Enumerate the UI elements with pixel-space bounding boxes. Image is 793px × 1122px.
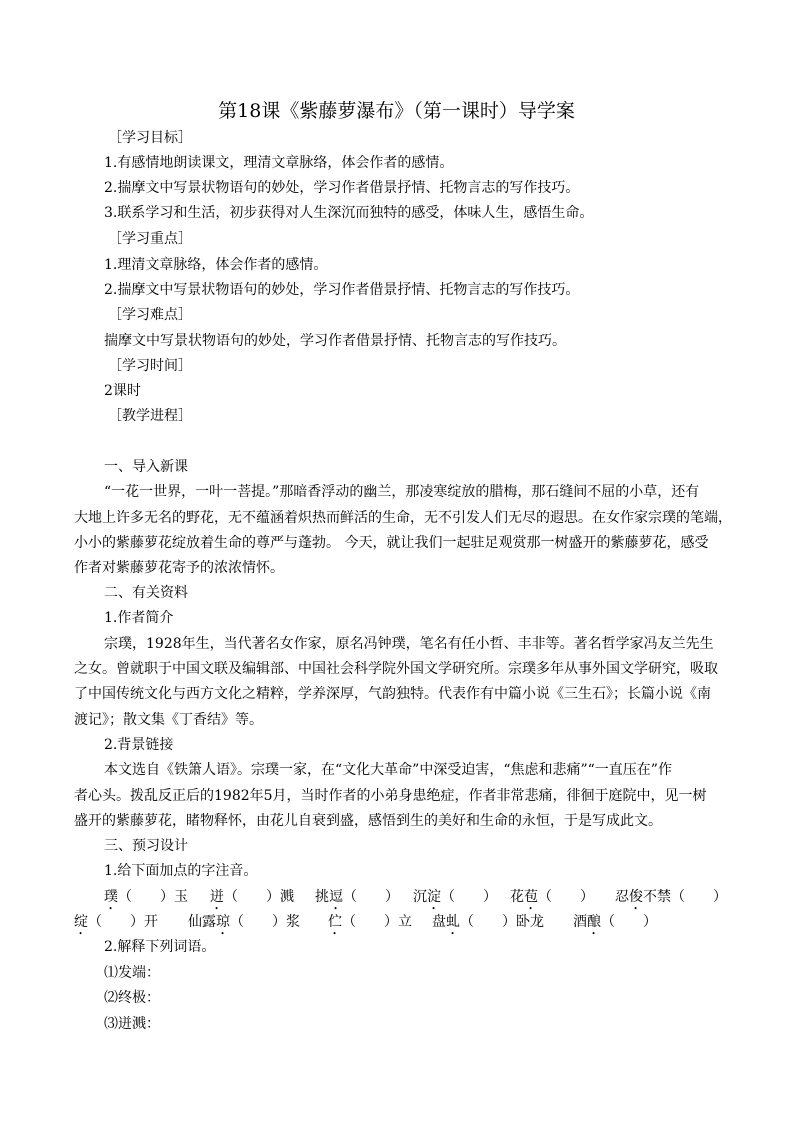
pinyin-item: 仙露琼（ ）浆 bbox=[188, 914, 300, 930]
keypoint-item: 2.揣摩文中写景状物语句的妙处，学习作者借景抒情、托物言志的写作技巧。 bbox=[104, 282, 580, 298]
pinyin-item: 酒酿（ ） bbox=[573, 914, 657, 930]
section1-line: 大地上许多无名的野花，无不蕴涵着炽热而鲜活的生命，无不引发人们无尽的遐思。在女作家宗璞的笔端， bbox=[74, 510, 732, 526]
pinyin-item: 伫（ ）立 bbox=[328, 914, 412, 930]
dotted-char: 虬 bbox=[446, 914, 460, 930]
objective-item: 3.联系学习和生活，初步获得对人生深沉而独特的感受，体味人生，感悟生命。 bbox=[104, 205, 594, 221]
dotted-char: 逗 bbox=[329, 889, 343, 905]
dotted-char: 迸 bbox=[210, 889, 224, 905]
pinyin-item: 璞（ ）玉 bbox=[104, 889, 188, 905]
author-line: 渡记》；散文集《丁香结》等。 bbox=[74, 712, 263, 728]
dotted-char: 苞 bbox=[524, 889, 538, 905]
dotted-char: 琼 bbox=[216, 914, 230, 930]
dotted-char: 璞 bbox=[104, 889, 118, 905]
duration-text: 2课时 bbox=[104, 383, 141, 399]
dotted-char: 绽 bbox=[74, 914, 88, 930]
author-line: 之女。曾就职于中国文联及编辑部、中国社会科学院外国文学研究所。宗璞多年从事外国文学研究，吸取 bbox=[74, 661, 718, 677]
section3-heading: 三、预习设计 bbox=[104, 838, 188, 854]
duration-heading: ［学习时间］ bbox=[108, 358, 192, 374]
vocab-item: ⑴发端： bbox=[104, 965, 160, 981]
difficulty-heading: ［学习难点］ bbox=[108, 307, 192, 323]
pinyin-item: 沉淀（ ） bbox=[413, 889, 497, 905]
pinyin-item: 花苞（ ） bbox=[510, 889, 594, 905]
objective-item: 1.有感情地朗读课文，理清文章脉络，体会作者的感情。 bbox=[104, 155, 454, 171]
pinyin-item: 迸（ ）溅 bbox=[210, 889, 294, 905]
keypoint-item: 1.理清文章脉络，体会作者的感情。 bbox=[104, 257, 328, 273]
dotted-char: 俊 bbox=[629, 889, 643, 905]
dotted-char: 淀 bbox=[427, 889, 441, 905]
objective-item: 2.揣摩文中写景状物语句的妙处，学习作者借景抒情、托物言志的写作技巧。 bbox=[104, 180, 580, 196]
dotted-char: 伫 bbox=[328, 914, 342, 930]
vocab-heading: 2.解释下列词语。 bbox=[104, 939, 216, 955]
page-title: 第18课《紫藤萝瀑布》（第一课时）导学案 bbox=[218, 100, 575, 122]
pinyin-item: 盘虬（ ）卧龙 bbox=[432, 914, 544, 930]
background-line: 本文选自《铁箫人语》。宗璞一家，在“文化大革命”中深受迫害，“焦虑和悲痛”“一直压在”作 bbox=[104, 762, 672, 778]
section1-line: 作者对紫藤萝花寄予的浓浓情怀。 bbox=[74, 560, 284, 576]
objectives-heading: ［学习目标］ bbox=[108, 130, 192, 146]
pinyin-item: 忍俊不禁（ ） bbox=[615, 889, 727, 905]
author-heading: 1.作者简介 bbox=[104, 610, 174, 626]
section1-line: 小小的紫藤萝花绽放着生命的尊严与蓬勃。 今天，就让我们一起驻足观赏那一树盛开的紫藤萝花，感受 bbox=[74, 535, 709, 551]
process-heading: ［教学进程］ bbox=[108, 408, 192, 424]
background-heading: 2.背景链接 bbox=[104, 737, 174, 753]
vocab-item: ⑵终极： bbox=[104, 990, 160, 1006]
pinyin-item: 绽（ ）开 bbox=[74, 914, 158, 930]
author-line: 了中国传统文化与西方文化之精粹，学养深厚，气韵独特。代表作有中篇小说《三生石》；长篇小说《南 bbox=[74, 686, 711, 702]
section2-heading: 二、有关资料 bbox=[104, 585, 188, 601]
pinyin-item: 挑逗（ ） bbox=[315, 889, 399, 905]
author-line: 宗璞，1928年生，当代著名女作家，原名冯钟璞，笔名有任小哲、丰非等。著名哲学家冯友兰先生 bbox=[104, 636, 714, 652]
section1-heading: 一、导入新课 bbox=[104, 459, 188, 475]
section1-line: “一花一世界，一叶一菩提。”那暗香浮动的幽兰，那凌寒绽放的腊梅，那石缝间不屈的小草，还有 bbox=[104, 484, 700, 500]
vocab-item: ⑶迸溅： bbox=[104, 1016, 160, 1032]
background-line: 盛开的紫藤萝花，睹物释怀，由花儿自衰到盛，感悟到生的美好和生命的永恒，于是写成此文。 bbox=[74, 813, 662, 829]
keypoints-heading: ［学习重点］ bbox=[108, 231, 192, 247]
background-line: 者心头。拨乱反正后的1982年5月，当时作者的小弟身患绝症，作者非常悲痛，徘徊于庭院中，见一树 bbox=[74, 788, 707, 804]
dotted-char: 酿 bbox=[587, 914, 601, 930]
pinyin-heading: 1.给下面加点的字注音。 bbox=[104, 863, 258, 879]
difficulty-text: 揣摩文中写景状物语句的妙处，学习作者借景抒情、托物言志的写作技巧。 bbox=[104, 333, 566, 349]
